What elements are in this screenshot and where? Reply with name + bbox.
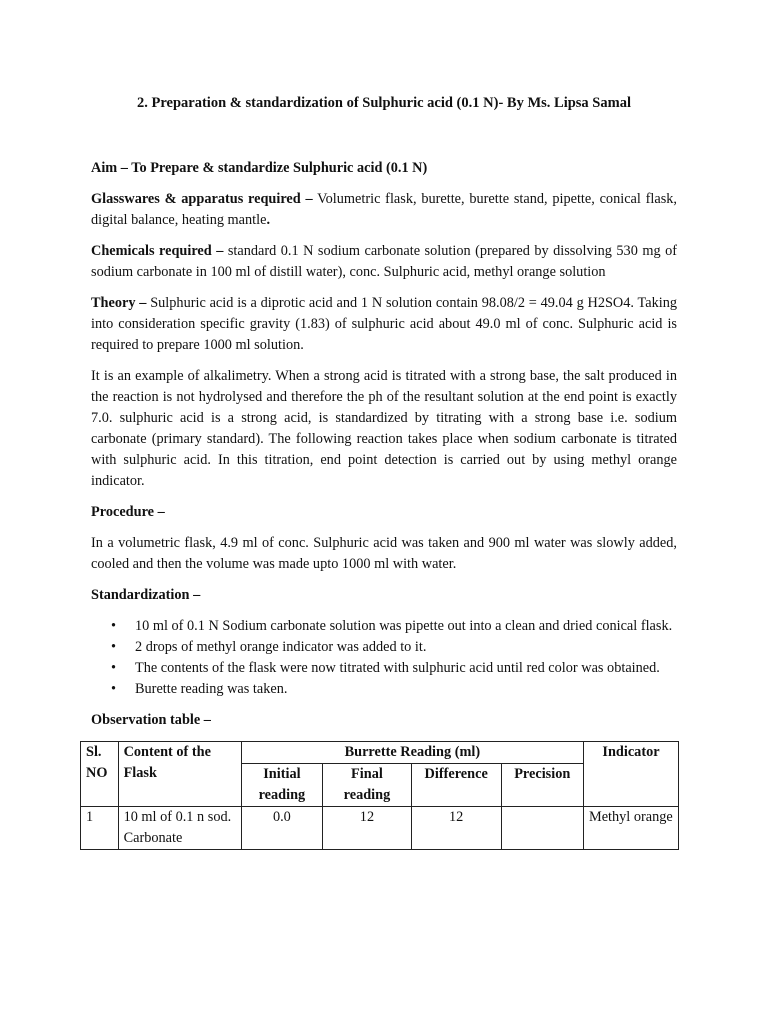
standardization-heading xyxy=(91,585,677,606)
list-item: • 10 ml of 0.1 N Sodium carbonate solution was pipette out into a clean and dried conical flask. xyxy=(135,616,677,637)
header-initial: Initial reading xyxy=(241,764,322,807)
observation-heading-text: Observation table – xyxy=(91,712,211,728)
cell-sl: 1 xyxy=(81,807,119,850)
procedure-heading-text: Procedure – xyxy=(91,504,165,520)
theory-label: Theory – xyxy=(91,295,147,311)
table-row xyxy=(81,807,679,850)
glassware-end: . xyxy=(266,212,271,228)
header-precision: Precision xyxy=(501,764,583,807)
chemicals-text: standard 0.1 N sodium carbonate solution (prepared by dissolving 530 mg of sodium carbonate in 100 ml of distill water), conc. Sulphuric acid, methyl orange solution xyxy=(91,243,677,280)
aim-heading xyxy=(91,158,677,179)
header-indicator: Indicator xyxy=(583,742,678,807)
cell-indicator: Methyl orange xyxy=(583,807,678,850)
list-item: • Burette reading was taken. xyxy=(135,679,677,700)
list-item: • 2 drops of methyl orange indicator was added to it. xyxy=(135,637,677,658)
list-item: • The contents of the flask were now titrated with sulphuric acid until red color was obtained. xyxy=(135,658,677,679)
standardization-heading-text: Standardization – xyxy=(91,587,201,603)
cell-initial: 0.0 xyxy=(241,807,322,850)
cell-precision xyxy=(501,807,583,850)
table-header-row xyxy=(81,742,679,764)
header-final: Final reading xyxy=(323,764,412,807)
theory-text: Sulphuric acid is a diprotic acid and 1 N solution contain 98.08/2 = 49.04 g H2SO4. Taking into consideration specific gravity (1.83) of sulphuric acid about 49.0 ml of conc. Sulphuric acid is required to prepare 1000 ml solution. xyxy=(91,295,678,353)
theory-paragraph xyxy=(91,293,677,356)
alkalimetry-paragraph: It is an example of alkalimetry. When a strong acid is titrated with a strong base, the salt produced in the reaction is not hydrolysed and therefore the ph of the resultant solution at the end point is exactly 7.0. sulphuric acid is a strong acid, is standardized by titrating with a strong base i.e. sodium carbonate (primary standard). The following reaction takes place when sodium carbonate is titrated with sulphuric acid. In this titration, end point detection is carried out by using methyl orange indicator. xyxy=(91,368,677,489)
header-content: Content of the Flask xyxy=(118,742,241,807)
standardization-list xyxy=(91,616,677,700)
header-difference: Difference xyxy=(411,764,501,807)
cell-final: 12 xyxy=(323,807,412,850)
chemicals-label: Chemicals required – xyxy=(91,243,224,259)
document-title: 2. Preparation & standardization of Sulphuric acid (0.1 N)- By Ms. Lipsa Samal xyxy=(137,95,631,111)
cell-content: 10 ml of 0.1 n sod. Carbonate xyxy=(118,807,241,850)
chemicals-paragraph xyxy=(91,241,677,283)
glassware-label: Glasswares & apparatus required – xyxy=(91,191,313,207)
procedure-paragraph: In a volumetric flask, 4.9 ml of conc. Sulphuric acid was taken and 900 ml water was slowly added, cooled and then the volume was made upto 1000 ml with water. xyxy=(91,535,677,572)
procedure-heading xyxy=(91,502,677,523)
document-body xyxy=(86,158,678,850)
aim-text: Aim – To Prepare & standardize Sulphuric acid (0.1 N) xyxy=(91,160,428,176)
cell-difference: 12 xyxy=(411,807,501,850)
observation-table xyxy=(80,741,679,850)
header-burrette: Burrette Reading (ml) xyxy=(241,742,583,764)
observation-heading xyxy=(91,710,677,731)
glassware-paragraph xyxy=(91,189,677,231)
header-sl: Sl. NO xyxy=(81,742,119,807)
glassware-text: Volumetric flask, burette, burette stand, pipette, conical flask, digital balance, heating mantle xyxy=(91,191,677,228)
